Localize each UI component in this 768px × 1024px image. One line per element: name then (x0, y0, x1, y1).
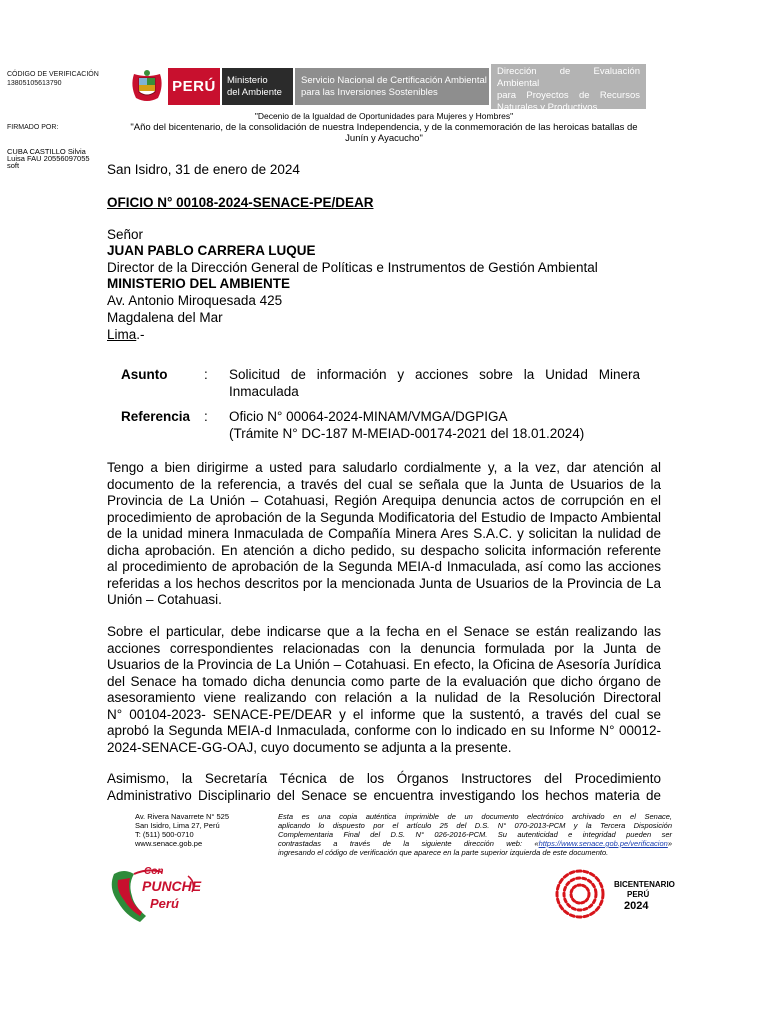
ministry-line-2: del Ambiente (227, 86, 282, 98)
paragraph-line: Asimismo, la Secretaría Técnica de los Órganos Instructores del Procedimiento (107, 771, 661, 786)
peru-label: PERÚ (172, 78, 216, 95)
footer-website[interactable]: www.senace.gob.pe (135, 839, 203, 848)
address-city (107, 327, 145, 344)
dear-line-1: Dirección de Evaluación Ambiental (497, 66, 640, 89)
dear-line-3: Naturales y Productivos (497, 102, 598, 113)
paragraph-line: de la unidad minera Inmaculada de Compañía Minera Ares S.A.C. y solicitan la nulidad de (107, 526, 661, 541)
footer-notice-line-2: aplicando lo dispuesto por el artículo 25 del D.S. N° 070-2013-PCM y la Tercera Disposición (278, 821, 672, 830)
oficio-number: OFICIO N° 00108-2024-SENACE-PE/DEAR (107, 195, 374, 210)
asunto-label: Asunto (121, 367, 168, 382)
referencia-line-2: (Trámite N° DC-187 M-MEIAD-00174-2021 del 18.01.2024) (229, 425, 585, 441)
footer-notice-line-4a: contrastadas a través de la siguiente dirección web: « (278, 839, 539, 848)
footer-notice-line-3: Complementaria Final del D.S. N° 026-2016-PCM. Su autenticidad e integridad pueden ser (278, 830, 672, 839)
senace-box (295, 68, 489, 105)
peru-brand-box (168, 68, 220, 105)
footer-notice (278, 812, 672, 857)
city-suffix: .- (136, 327, 145, 342)
asunto-line-2: Inmaculada (229, 383, 299, 399)
footer-phone: T: (511) 500-0710 (135, 830, 194, 839)
paragraph-line: asesoramiento viene realizando con relación a la nulidad de la Resolución Directoral (107, 690, 661, 705)
signer-line-1: CUBA CASTILLO Silvia (7, 147, 86, 156)
footer-notice-line-4b: » (667, 839, 672, 848)
bicentenario-emblem-icon (552, 866, 608, 922)
paragraph-line: Administrativo Disciplinario del Senace se encuentra investigando los hechos materia de (107, 787, 661, 803)
paragraph-2 (107, 624, 661, 756)
asunto-text (229, 367, 640, 400)
footer-notice-line-4 (278, 839, 672, 848)
punche-con: Con (144, 866, 164, 877)
referencia-colon: : (204, 409, 208, 424)
recipient-title: Director de la Dirección General de Políticas e Instrumentos de Gestión Ambiental (107, 260, 598, 275)
address-line-1: Av. Antonio Miroquesada 425 (107, 293, 283, 308)
senace-line-1: Servicio Nacional de Certificación Ambiental (301, 74, 487, 86)
paragraph-line: procedimiento de aprobación de la Segunda Modificatoria del Estudio de Impacto Ambiental (107, 509, 661, 525)
verification-link[interactable]: https://www.senace.gob.pe/verificacion (538, 839, 668, 848)
asunto-line-1: Solicitud de información y acciones sobre la Unidad Minera (229, 367, 640, 382)
verification-label: CÓDIGO DE VERIFICACIÓN (7, 71, 99, 78)
paragraph-line: Tengo a bien dirigirme a usted para saludarlo cordialmente y, a la vez, dar atención al (107, 460, 661, 475)
year-motto (108, 122, 660, 144)
city: Lima (107, 327, 137, 342)
footer-notice-line-1: Esta es una copia auténtica imprimible de un documento electrónico archivado en el Senace, (278, 812, 672, 821)
bicentenario-peru: PERÚ (627, 890, 650, 899)
year-motto-line-2: Junín y Ayacucho" (345, 133, 423, 144)
paragraph-line: Sobre el particular, debe indicarse que a la fecha en el Senace se están realizando las (107, 624, 661, 639)
bicentenario-text (614, 880, 675, 912)
footer-address (135, 812, 229, 848)
paragraph-line: referidas a los hechos descritos por la mencionada Junta de Usuarios de la Provincia de La (107, 575, 661, 591)
paragraph-line: Usuarios de la Provincia de La Unión – Cotahuasi. En efecto, la Oficina de Asesoría Jurídica (107, 657, 661, 672)
address-line-2: Magdalena del Mar (107, 310, 223, 325)
paragraph-line: aprobó la Segunda MEIA-d Inmaculada, conforme con lo indicado en su Informe N° 00012- (107, 723, 661, 738)
dear-line-2: para Proyectos de Recursos (497, 90, 640, 101)
referencia-line-1: Oficio N° 00064-2024-MINAM/VMGA/DGPIGA (229, 409, 508, 424)
bicentenario-year: 2024 (624, 900, 649, 912)
ministry-line-1: Ministerio (227, 74, 268, 86)
decenio-motto: "Decenio de la Igualdad de Oportunidades para Mujeres y Hombres" (254, 111, 514, 121)
paragraph-line: acciones correspondientes relacionadas con la denuncia formulada por la Junta de (107, 640, 661, 656)
place-date: San Isidro, 31 de enero de 2024 (107, 162, 300, 177)
recipient-name: JUAN PABLO CARRERA LUQUE (107, 243, 316, 258)
paragraph-line: dicha aprobación. En atención a dicho pedido, su despacho solicita información referente (107, 542, 661, 558)
bicentenario-label: BICENTENARIO (614, 880, 675, 889)
paragraph-3 (107, 771, 661, 804)
paragraph-line: 2024-SENACE-GG-OAJ, cuyo documento se adjunta a la presente. (107, 739, 512, 755)
paragraph-line: documento de la referencia, a través del cual se señala que la Junta de Usuarios de la (107, 476, 661, 492)
footer-address-line-2: San Isidro, Lima 27, Perú (135, 821, 220, 830)
paragraph-line: N° 00104-2023- SENACE-PE/DEAR y el informe que la sustentó, a través del cual se (107, 706, 661, 722)
signed-by-label: FIRMADO POR: (7, 124, 59, 131)
punche-peru: Perú (150, 896, 179, 911)
footer-address-line-1: Av. Rivera Navarrete N° 525 (135, 812, 230, 821)
signer-line-3: soft (7, 161, 20, 170)
peru-coat-of-arms-icon (126, 68, 168, 105)
con-punche-peru-logo (104, 862, 200, 926)
referencia-label: Referencia (121, 409, 191, 424)
year-motto-line-1: "Año del bicentenario, de la consolidación de nuestra Independencia, y de la conmemoración de las heroicas batallas de (130, 122, 638, 133)
ministry-box (222, 68, 293, 105)
paragraph-line: del Senace ha tomado dicha denuncia como parte de la evaluación que dicho órgano de (107, 673, 661, 689)
referencia-text (229, 409, 584, 442)
recipient-org: MINISTERIO DEL AMBIENTE (107, 276, 291, 291)
punche-word: PUNCHE (142, 878, 202, 894)
signer-line-2: Luisa FAU 20556097055 (7, 154, 90, 163)
footer-notice-line-5: ingresando el código de verificación que aparece en la parte superior izquierda de este documento. (278, 848, 609, 857)
paragraph-line: Provincia de La Unión – Cotahuasi, Región Arequipa denuncia actos de corrupción en el (107, 493, 661, 508)
paragraph-1 (107, 460, 661, 609)
paragraph-line: Unión – Cotahuasi. (107, 592, 222, 607)
senace-line-2: para las Inversiones Sostenibles (301, 86, 438, 98)
dear-box (491, 64, 646, 113)
verification-code: 13805105613790 (7, 80, 62, 87)
paragraph-line: al procedimiento de aprobación de la Segunda MEIA-d Inmaculada, así como las acciones (107, 559, 661, 574)
asunto-colon: : (204, 367, 208, 382)
salutation: Señor (107, 227, 144, 242)
